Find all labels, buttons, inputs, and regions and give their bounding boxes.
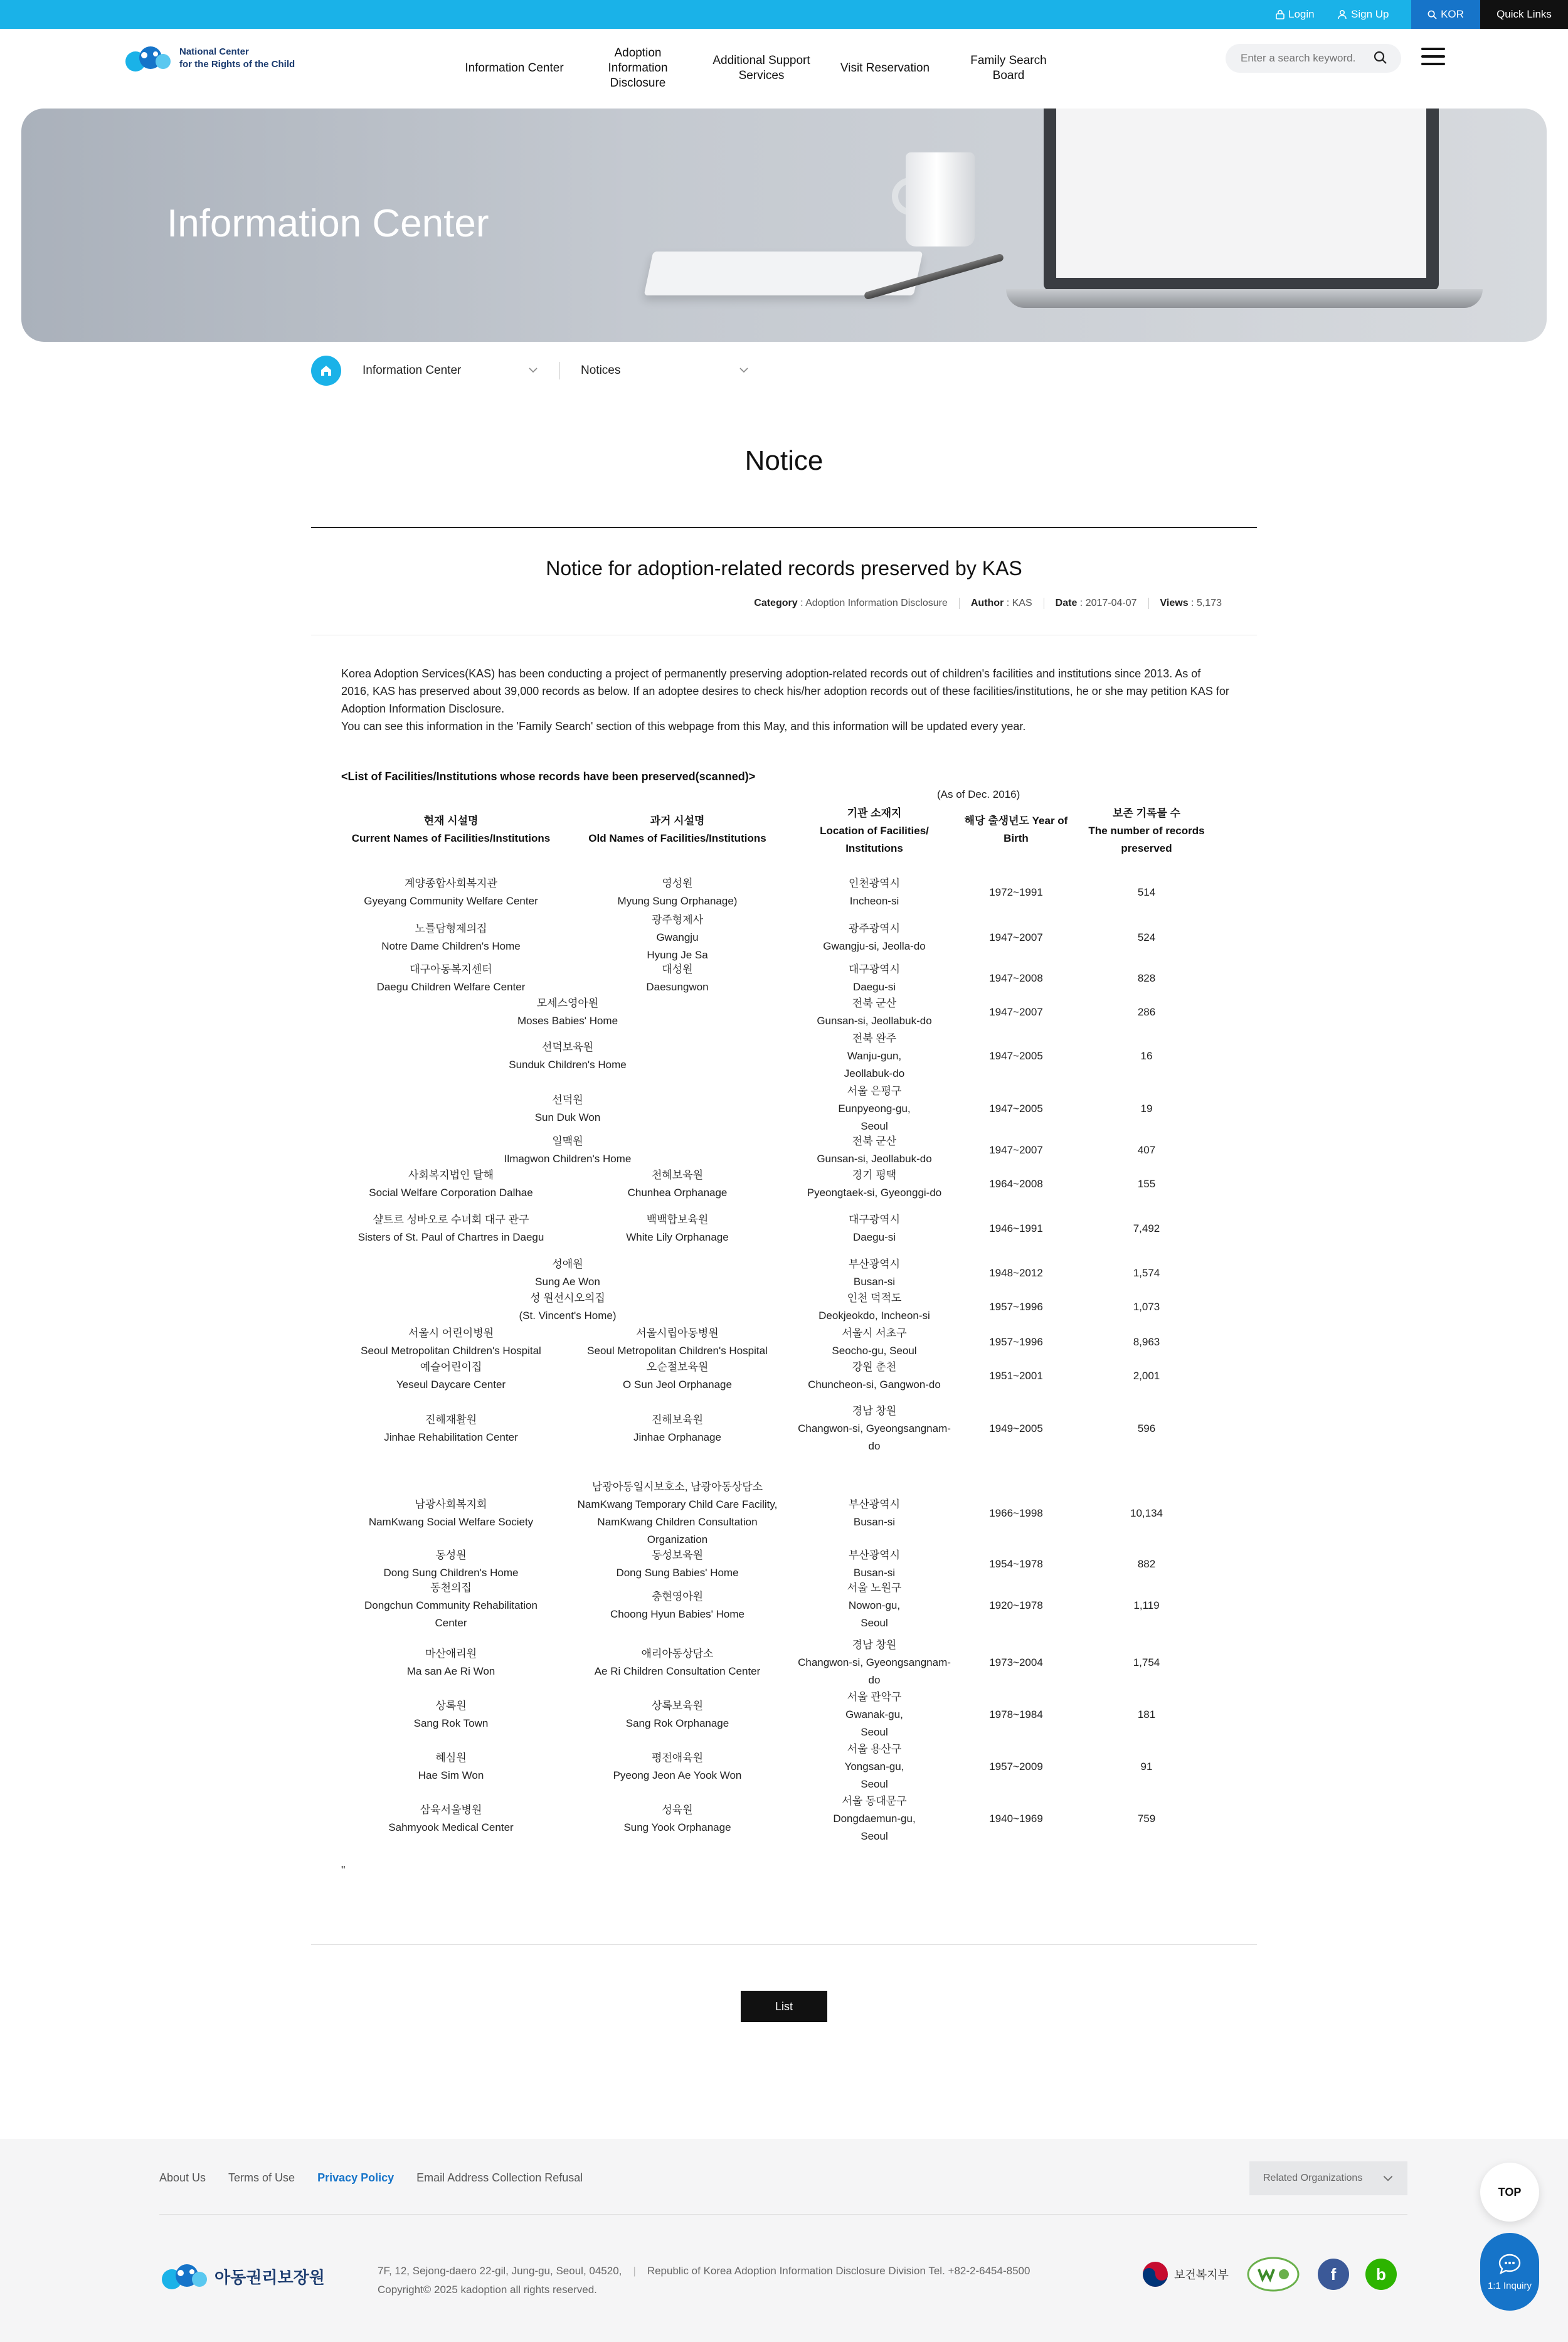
cell-year-range: 1964~2008 <box>989 1178 1043 1190</box>
language-label: KOR <box>1441 8 1464 20</box>
cell-location: 경남 창원 Changwon-si, Gyeongsangnam- do <box>798 1405 951 1452</box>
cell-record-count: 407 <box>1137 1144 1156 1156</box>
nav-adoption-information-disclosure[interactable]: Adoption Information Disclosure <box>608 46 668 90</box>
search-icon[interactable] <box>1374 51 1387 65</box>
list-button[interactable]: List <box>741 1991 827 2022</box>
cell-facility-name: 일맥원 Ilmagwon Children's Home <box>504 1135 632 1165</box>
cell-location: 대구광역시 Daegu-si <box>848 1214 901 1243</box>
cell-location: 서울 용산구 Yongsan-gu, Seoul <box>844 1743 904 1790</box>
lock-icon <box>1276 9 1285 19</box>
cell-record-count: 524 <box>1137 931 1156 943</box>
cell-record-count: 2,001 <box>1133 1370 1160 1382</box>
cell-facility-name: 모세스영아원 Moses Babies' Home <box>517 997 618 1027</box>
chat-icon <box>1497 2253 1522 2276</box>
cell-record-count: 596 <box>1137 1423 1156 1434</box>
cell-record-count: 155 <box>1137 1178 1156 1190</box>
logo-line-2: for the Rights of the Child <box>179 59 295 70</box>
breadcrumb-level2-select[interactable] <box>581 355 769 386</box>
cell-record-count: 514 <box>1137 886 1156 898</box>
cell-old-name: 광주형제사 Gwangju Hyung Je Sa <box>647 914 708 961</box>
cell-facility-name: 선덕보육원 Sunduk Children's Home <box>509 1041 627 1071</box>
cell-current-name: 예슬어린이집 Yeseul Daycare Center <box>396 1361 506 1391</box>
footer-link-email-refusal[interactable]: Email Address Collection Refusal <box>416 2171 583 2184</box>
footer-divider <box>159 2214 1407 2215</box>
cell-year-range: 1947~2005 <box>989 1103 1043 1115</box>
signup-link[interactable] <box>1337 0 1389 29</box>
cell-location: 부산광역시 Busan-si <box>848 1258 901 1288</box>
cell-current-name: 동천의집 Dongchun Community Rehabilitation Center <box>364 1582 538 1629</box>
post-title: Notice for adoption-related records preserved by KAS <box>546 557 1022 580</box>
footer-link-privacy[interactable]: Privacy Policy <box>317 2171 395 2184</box>
post-body <box>341 665 1232 735</box>
category-label: Category <box>754 598 798 608</box>
post-date: 2017-04-07 <box>1085 598 1137 608</box>
date-label: Date <box>1055 598 1078 608</box>
site-header <box>0 29 1568 117</box>
cell-location: 인천광역시 Incheon-si <box>848 877 901 907</box>
footer-copyright: Copyright© 2025 kadoption all rights reserved. <box>378 2284 597 2296</box>
cell-record-count: 1,754 <box>1133 1656 1160 1668</box>
footer-logo-text: 아동권리보장원 <box>215 2267 325 2287</box>
cell-current-name: 동성원 Dong Sung Children's Home <box>383 1549 519 1579</box>
header-year-of-birth: 해당 출생년도 Year of Birth <box>964 815 1068 844</box>
quick-links-button[interactable] <box>1480 0 1568 29</box>
as-of-date: (As of Dec. 2016) <box>937 788 1020 800</box>
cell-year-range: 1951~2001 <box>989 1370 1043 1382</box>
chevron-down-icon <box>527 364 539 376</box>
breadcrumb-level1-select[interactable] <box>363 355 551 386</box>
cell-facility-name: 성애원 Sung Ae Won <box>535 1258 600 1288</box>
header-old-name: 과거 시설명 Old Names of Facilities/Institutions <box>588 815 766 844</box>
breadcrumb <box>311 355 621 386</box>
cell-year-range: 1978~1984 <box>989 1709 1043 1720</box>
user-icon <box>1337 9 1347 19</box>
header-records-count: 보존 기록물 수 The number of records preserved <box>1088 807 1205 854</box>
cell-year-range: 1947~2007 <box>989 1006 1043 1018</box>
cell-location: 서울 노원구 Nowon-gu, Seoul <box>847 1582 902 1629</box>
cell-location: 부산광역시 Busan-si <box>848 1498 901 1528</box>
footer-division: Republic of Korea Adoption Information Disclosure Division Tel. +82-2-6454-8500 <box>647 2265 1030 2277</box>
signup-label: Sign Up <box>1351 8 1389 20</box>
cell-old-name: 남광아동일시보호소, 남광아동상담소 NamKwang Temporary Child Care Facility, NamKwang Children Consultation Organization <box>577 1481 778 1545</box>
cell-year-range: 1966~1998 <box>989 1507 1043 1519</box>
views-label: Views <box>1160 598 1189 608</box>
cell-current-name: 상록원 Sang Rok Town <box>413 1700 489 1729</box>
cell-location: 서울 은평구 Eunpyeong-gu, Seoul <box>838 1085 911 1132</box>
header-current-name: 현재 시설명 Current Names of Facilities/Institutions <box>351 815 551 844</box>
cell-location: 서울 관악구 Gwanak-gu, Seoul <box>845 1691 903 1738</box>
cell-old-name: 대성원 Daesungwon <box>646 963 709 993</box>
cell-current-name: 혜심원 Hae Sim Won <box>418 1752 484 1781</box>
menu-icon[interactable] <box>1421 48 1445 68</box>
cell-current-name: 마산애리원 Ma san Ae Ri Won <box>406 1648 495 1677</box>
cell-location: 서울시 서초구 Seocho-gu, Seoul <box>832 1327 917 1357</box>
cell-year-range: 1949~2005 <box>989 1423 1043 1434</box>
chevron-down-icon <box>738 364 750 376</box>
cell-location: 경기 평택 Pyeongtaek-si, Gyeonggi-do <box>807 1169 942 1199</box>
nav-information-center[interactable]: Information Center <box>465 61 564 75</box>
title-divider <box>311 527 1257 528</box>
quick-links-label: Quick Links <box>1496 8 1552 20</box>
cell-record-count: 8,963 <box>1133 1336 1160 1348</box>
cell-current-name: 노틀담형제의집 Notre Dame Children's Home <box>381 923 521 952</box>
cell-current-name: 샬트르 성바오로 수녀회 대구 관구 Sisters of St. Paul of Chartres in Daegu <box>358 1214 544 1243</box>
cell-year-range: 1954~1978 <box>989 1558 1043 1570</box>
hero-banner <box>21 109 1547 342</box>
footer-badges <box>1142 2255 1397 2293</box>
header-location: 기관 소재지 Location of Facilities/ Institutions <box>820 807 929 854</box>
cell-year-range: 1972~1991 <box>989 886 1043 898</box>
footer-link-about[interactable]: About Us <box>159 2171 206 2184</box>
cell-year-range: 1947~2008 <box>989 972 1043 984</box>
cell-record-count: 1,119 <box>1133 1599 1160 1611</box>
cell-current-name: 남광사회복지회 NamKwang Social Welfare Society <box>368 1498 534 1528</box>
cell-year-range: 1920~1978 <box>989 1599 1043 1611</box>
related-organizations-select[interactable] <box>1249 2161 1407 2195</box>
nav-additional-support-services[interactable]: Additional Support Services <box>712 54 810 82</box>
related-organizations-label: Related Organizations <box>1263 2173 1363 2183</box>
nav-visit-reservation[interactable]: Visit Reservation <box>840 61 930 75</box>
cell-record-count: 1,073 <box>1133 1301 1160 1313</box>
post-paragraph-1: Korea Adoption Services(KAS) has been conducting a project of permanently preserving adoption-related records out of children's facilities and institutions since 2013. As of 2016, KAS has preserved about 39,000 records as below. If an adoptee desires to check his/her adoption records out of these facilities/institutions, he or she may petition KAS for Adoption Information Disclosure. <box>341 667 1229 715</box>
cell-year-range: 1940~1969 <box>989 1813 1043 1825</box>
cell-year-range: 1946~1991 <box>989 1222 1043 1234</box>
cell-old-name: 영성원 Myung Sung Orphanage) <box>617 877 738 907</box>
language-button[interactable] <box>1411 0 1480 29</box>
hero-title: Information Center <box>167 202 489 245</box>
cell-record-count: 828 <box>1137 972 1156 984</box>
post-meta: Category : Adoption Information Disclosure Author : KAS Date : 2017-04-07 Views : 5,173 <box>743 598 1233 609</box>
cell-record-count: 1,574 <box>1133 1267 1160 1279</box>
cell-year-range: 1947~2007 <box>989 931 1043 943</box>
cell-old-name: 평전애육원 Pyeong Jeon Ae Yook Won <box>613 1752 742 1781</box>
site-footer <box>0 2139 1568 2342</box>
footer-links <box>159 2171 583 2185</box>
taegeuk-icon <box>1142 2260 1169 2288</box>
scroll-top-button[interactable]: TOP <box>1480 2163 1539 2222</box>
search-icon <box>1428 10 1437 19</box>
cell-year-range: 1957~2009 <box>989 1761 1043 1772</box>
footer-logo <box>159 2260 325 2292</box>
blog-icon[interactable]: b <box>1365 2259 1397 2290</box>
mug-illustration <box>906 152 975 246</box>
cell-location: 대구광역시 Daegu-si <box>848 963 901 993</box>
breadcrumb-divider <box>559 362 560 379</box>
cell-old-name: 성육원 Sung Yook Orphanage <box>623 1804 731 1833</box>
footer-address-line: 7F, 12, Sejong-daero 22-gil, Jung-gu, Seoul, 04520, <box>378 2265 622 2277</box>
chevron-down-icon <box>1381 2171 1395 2185</box>
facebook-icon[interactable]: f <box>1318 2259 1349 2290</box>
cell-old-name: 천혜보육원 Chunhea Orphanage <box>627 1169 728 1199</box>
footer-logo-mark-icon <box>159 2260 209 2292</box>
cell-current-name: 사회복지법인 달해 Social Welfare Corporation Dalhae <box>369 1169 533 1199</box>
laptop-illustration <box>1006 109 1483 315</box>
logo-line-1: National Center <box>179 46 249 57</box>
list-heading: <List of Facilities/Institutions whose records have been preserved(scanned)> <box>341 770 756 783</box>
cell-year-range: 1957~1996 <box>989 1301 1043 1313</box>
post-views: 5,173 <box>1196 598 1222 608</box>
cell-location: 전북 군산 Gunsan-si, Jeollabuk-do <box>817 1135 932 1165</box>
cell-current-name: 진해재활원 Jinhae Rehabilitation Center <box>384 1414 518 1443</box>
breadcrumb-level1-label: Information Center <box>363 364 462 377</box>
cell-location: 강원 춘천 Chuncheon-si, Gangwon-do <box>808 1361 941 1391</box>
cell-current-name: 서울시 어린이병원 Seoul Metropolitan Children's Hospital <box>361 1327 541 1357</box>
cell-year-range: 1973~2004 <box>989 1656 1043 1668</box>
cell-record-count: 759 <box>1137 1813 1156 1825</box>
cell-old-name: 오순절보육원 O Sun Jeol Orphanage <box>623 1361 732 1391</box>
cell-current-name: 계양종합사회복지관 Gyeyang Community Welfare Center <box>364 877 538 907</box>
cell-record-count: 10,134 <box>1130 1507 1163 1519</box>
search-box <box>1226 44 1401 73</box>
cell-record-count: 7,492 <box>1133 1222 1160 1234</box>
cell-location: 인천 덕적도 Deokjeokdo, Incheon-si <box>818 1292 930 1322</box>
cell-old-name: 서울시립아동병원 Seoul Metropolitan Children's Hospital <box>587 1327 768 1357</box>
cell-record-count: 286 <box>1137 1006 1156 1018</box>
cell-current-name: 대구아동복지센터 Daegu Children Welfare Center <box>376 963 526 993</box>
logo-mark-icon <box>123 43 173 74</box>
cell-old-name: 동성보육원 Dong Sung Babies' Home <box>616 1549 739 1579</box>
cell-record-count: 19 <box>1140 1103 1153 1115</box>
nav-family-search-board[interactable]: Family Search Board <box>970 54 1047 82</box>
cell-year-range: 1947~2005 <box>989 1050 1043 1062</box>
cell-old-name: 상록보육원 Sang Rok Orphanage <box>625 1700 729 1729</box>
cell-year-range: 1948~2012 <box>989 1267 1043 1279</box>
cell-location: 서울 동대문구 Dongdaemun-gu, Seoul <box>833 1795 916 1842</box>
cell-current-name: 삼육서울병원 Sahmyook Medical Center <box>388 1804 514 1833</box>
cell-record-count: 181 <box>1137 1709 1156 1720</box>
cell-year-range: 1957~1996 <box>989 1336 1043 1348</box>
cell-facility-name: 선덕원 Sun Duk Won <box>534 1094 601 1123</box>
site-logo[interactable] <box>123 43 295 74</box>
inquiry-label: 1:1 Inquiry <box>1487 2280 1532 2291</box>
cell-year-range: 1947~2007 <box>989 1144 1043 1156</box>
inquiry-button[interactable] <box>1480 2233 1539 2311</box>
cell-location: 부산광역시 Busan-si <box>848 1549 901 1579</box>
utility-bar <box>0 0 1568 29</box>
cell-old-name: 충현영아원 Choong Hyun Babies' Home <box>610 1591 744 1620</box>
cell-old-name: 백백합보육원 White Lily Orphanage <box>626 1214 729 1243</box>
page-title: Notice <box>744 445 824 476</box>
content-bottom-divider <box>311 1944 1257 1945</box>
cell-record-count: 16 <box>1140 1050 1153 1062</box>
cell-location: 경남 창원 Changwon-si, Gyeongsangnam- do <box>798 1639 951 1686</box>
cell-record-count: 882 <box>1137 1558 1156 1570</box>
footer-address: 7F, 12, Sejong-daero 22-gil, Jung-gu, Seoul, 04520, | Republic of Korea Adoption Information Disclosure Division Tel. +82-2-6454-8500 Copyright© 2025 kadoption all rights reserved. <box>378 2262 1030 2299</box>
author-label: Author <box>970 598 1004 608</box>
cell-location: 전북 완주 Wanju-gun, Jeollabuk-do <box>844 1032 905 1079</box>
search-input[interactable] <box>1241 52 1366 65</box>
login-link[interactable] <box>1276 0 1315 29</box>
cell-location: 전북 군산 Gunsan-si, Jeollabuk-do <box>817 997 932 1027</box>
login-label: Login <box>1288 8 1315 20</box>
cell-location: 광주광역시 Gwangju-si, Jeolla-do <box>823 923 926 952</box>
footer-link-terms[interactable]: Terms of Use <box>228 2171 295 2184</box>
cell-record-count: 91 <box>1140 1761 1153 1772</box>
post-paragraph-2: You can see this information in the 'Family Search' section of this webpage from this May, and this information will be updated every year. <box>341 720 1026 733</box>
cell-facility-name: 성 원선시오의집 (St. Vincent's Home) <box>519 1292 617 1322</box>
post-author: KAS <box>1012 598 1032 608</box>
cell-old-name: 진해보육원 Jinhae Orphanage <box>633 1414 721 1443</box>
cell-old-name: 애리아동상담소 Ae Ri Children Consultation Center <box>594 1648 761 1677</box>
trailing-mark: " <box>341 1864 346 1877</box>
web-accessibility-mark-icon <box>1245 2255 1301 2293</box>
post-category: Adoption Information Disclosure <box>805 598 948 608</box>
home-icon[interactable] <box>311 356 341 386</box>
ministry-logo[interactable] <box>1142 2260 1229 2288</box>
ministry-label: 보건복지부 <box>1174 2269 1229 2281</box>
breadcrumb-level2-label: Notices <box>581 364 621 377</box>
